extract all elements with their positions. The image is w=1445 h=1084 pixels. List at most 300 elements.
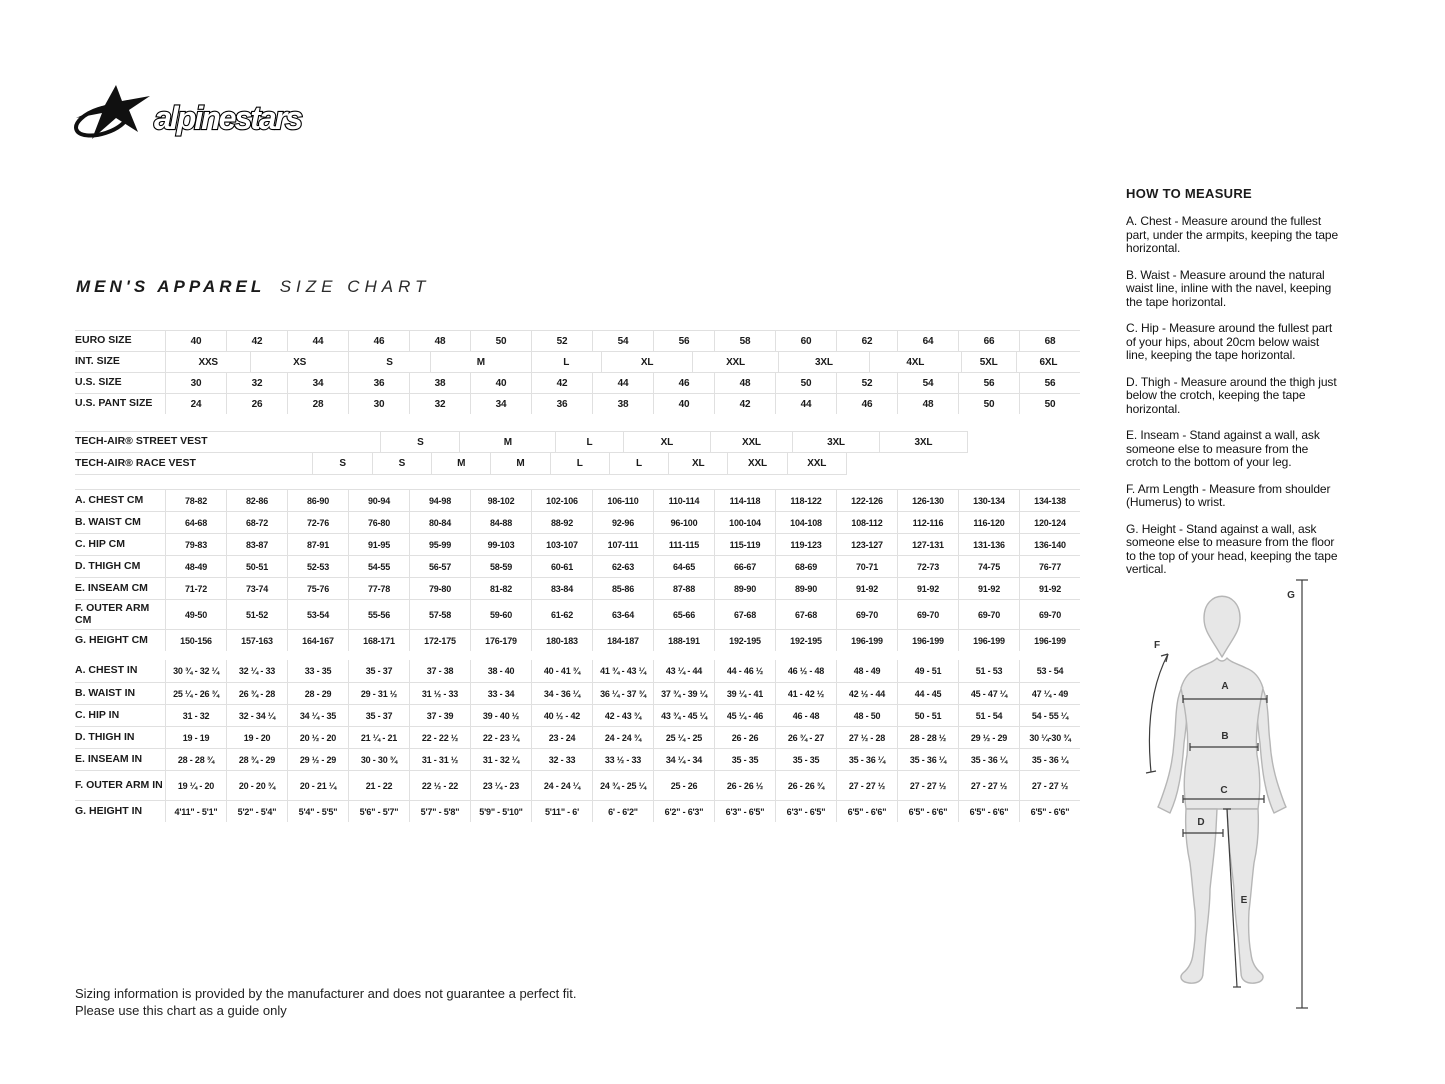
table-cell: 38 (409, 372, 470, 393)
figure-left-leg (1181, 809, 1217, 983)
table-cell: 102-106 (531, 489, 592, 511)
table-cell: 5'7" - 5'8" (409, 800, 470, 822)
table-cell: 62-63 (592, 555, 653, 577)
table-cell: 35 - 37 (348, 660, 409, 682)
table-cell: 64-68 (165, 511, 226, 533)
table-cell: 58 (714, 330, 775, 351)
table-cell: 31 - 32 (165, 704, 226, 726)
table-cell: 43 ¼ - 44 (653, 660, 714, 682)
table-cell: 21 ¼ - 21 (348, 726, 409, 748)
table-cell: 83-87 (226, 533, 287, 555)
table-cell: 19 - 20 (226, 726, 287, 748)
table-spacer (846, 453, 1080, 475)
table-cell: 26 ¾ - 27 (775, 726, 836, 748)
table-cell: 35 - 35 (714, 748, 775, 770)
table-cell: 35 - 36 ¼ (1019, 748, 1080, 770)
table-cell: 42 (714, 393, 775, 414)
table-cell: 29 ½ - 29 (287, 748, 348, 770)
table-cell: 85-86 (592, 577, 653, 599)
table-row (75, 351, 1080, 372)
table-cell: 27 - 27 ½ (1019, 770, 1080, 800)
table-cell: 23 ¼ - 23 (470, 770, 531, 800)
table-cell: XXL (710, 431, 792, 453)
measure-instruction: C. Hip - Measure around the fullest part of your hips, about 20cm below waist line, keeping the tape horizontal. (1126, 321, 1333, 362)
table-cell: 119-123 (775, 533, 836, 555)
page-title (76, 277, 430, 297)
row-label: D. THIGH CM (75, 555, 165, 577)
table-cell: 52 (836, 372, 897, 393)
measure-instruction: G. Height - Stand against a wall, ask someone else to measure from the floor to the top of your head, keeping the tape vertical. (1126, 521, 1338, 576)
table-cell: 51 - 54 (958, 704, 1019, 726)
table-cell: XXL (727, 453, 786, 475)
table-cell: 25 ¼ - 26 ¾ (165, 682, 226, 704)
table-cell: 86-90 (287, 489, 348, 511)
page-title-sub: SIZE CHART (279, 277, 431, 296)
table-cell: S (372, 453, 431, 475)
row-label: C. HIP CM (75, 533, 165, 555)
table-cell: 62 (836, 330, 897, 351)
table-section-tech (75, 431, 1080, 475)
table-spacer (196, 453, 313, 475)
table-cell: 51 - 53 (958, 660, 1019, 682)
table-cell: 35 - 36 ¼ (897, 748, 958, 770)
table-cell: L (550, 453, 609, 475)
table-cell: 72-73 (897, 555, 958, 577)
table-cell: 48 (714, 372, 775, 393)
table-cell: 88-92 (531, 511, 592, 533)
table-cell: 50 (958, 393, 1019, 414)
table-cell: 63-64 (592, 599, 653, 629)
table-cell: 82-86 (226, 489, 287, 511)
table-cell: 157-163 (226, 629, 287, 651)
table-cell: M (490, 453, 549, 475)
table-cell: 30 ¾ - 32 ¼ (165, 660, 226, 682)
table-cell: 48 - 50 (836, 704, 897, 726)
table-cell: 34 - 36 ¼ (531, 682, 592, 704)
table-cell: 6XL (1016, 351, 1080, 372)
table-cell: 49-50 (165, 599, 226, 629)
table-cell: 84-88 (470, 511, 531, 533)
row-label: A. CHEST CM (75, 489, 165, 511)
disclaimer-line-1: Sizing information is provided by the manufacturer and does not guarantee a perfect fit. (75, 986, 577, 1001)
table-cell: 19 ¼ - 20 (165, 770, 226, 800)
table-cell: 91-95 (348, 533, 409, 555)
table-cell: 32 - 34 ¼ (226, 704, 287, 726)
table-cell: 64-65 (653, 555, 714, 577)
table-cell: 91-92 (958, 577, 1019, 599)
table-cell: 29 - 31 ½ (348, 682, 409, 704)
table-cell: 40 - 41 ¾ (531, 660, 592, 682)
table-cell: L (531, 351, 601, 372)
table-cell: 20 - 20 ¾ (226, 770, 287, 800)
table-cell: 56-57 (409, 555, 470, 577)
table-cell: 192-195 (775, 629, 836, 651)
table-cell: 95-99 (409, 533, 470, 555)
table-row (75, 660, 1080, 682)
table-cell: XL (601, 351, 692, 372)
table-cell: 42 (226, 330, 287, 351)
table-cell: 79-80 (409, 577, 470, 599)
table-cell: 24 - 24 ¼ (531, 770, 592, 800)
table-cell: 78-82 (165, 489, 226, 511)
table-cell: 131-136 (958, 533, 1019, 555)
row-label: D. THIGH IN (75, 726, 165, 748)
table-row (75, 453, 1080, 475)
measure-instruction: B. Waist - Measure around the natural waist line, inline with the navel, keeping the tape horizontal. (1126, 267, 1332, 309)
table-cell: 176-179 (470, 629, 531, 651)
table-cell: 32 (226, 372, 287, 393)
table-row (75, 682, 1080, 704)
table-cell: 196-199 (836, 629, 897, 651)
table-cell: 28 - 29 (287, 682, 348, 704)
table-cell: M (431, 453, 490, 475)
figure-label-hip: C (1220, 785, 1228, 796)
table-cell: 41 - 42 ½ (775, 682, 836, 704)
table-cell: 46 - 48 (775, 704, 836, 726)
table-cell: M (459, 431, 555, 453)
table-cell: 48 (897, 393, 958, 414)
table-cell: 35 - 37 (348, 704, 409, 726)
table-cell: 6'5" - 6'6" (1019, 800, 1080, 822)
table-cell: 136-140 (1019, 533, 1080, 555)
table-row (75, 726, 1080, 748)
table-cell: 39 - 40 ½ (470, 704, 531, 726)
table-cell: 111-115 (653, 533, 714, 555)
table-cell: 80-84 (409, 511, 470, 533)
table-cell: 28 - 28 ½ (897, 726, 958, 748)
table-cell: 67-68 (714, 599, 775, 629)
table-cell: 164-167 (287, 629, 348, 651)
table-cell: 61-62 (531, 599, 592, 629)
row-label: A. CHEST IN (75, 664, 138, 677)
table-cell: 24 ¾ - 25 ¼ (592, 770, 653, 800)
table-cell: XS (250, 351, 347, 372)
table-row (75, 511, 1080, 533)
table-cell: 72-76 (287, 511, 348, 533)
table-row (75, 330, 1080, 351)
table-cell: 196-199 (958, 629, 1019, 651)
table-cell: 6'3" - 6'5" (714, 800, 775, 822)
table-row (75, 629, 1080, 651)
table-cell: 42 - 43 ¾ (592, 704, 653, 726)
table-cell: 28 (287, 393, 348, 414)
table-cell: 5XL (961, 351, 1016, 372)
table-section-gap (75, 475, 1080, 489)
table-spacer (967, 431, 1080, 453)
table-cell: 65-66 (653, 599, 714, 629)
table-cell: 36 (531, 393, 592, 414)
table-cell: 6'2" - 6'3" (653, 800, 714, 822)
table-cell: 32 - 33 (531, 748, 592, 770)
table-cell: 37 - 39 (409, 704, 470, 726)
figure-label-inseam: E (1240, 895, 1248, 906)
table-cell: 69-70 (836, 599, 897, 629)
table-cell: 42 (531, 372, 592, 393)
table-cell: 104-108 (775, 511, 836, 533)
table-cell: L (555, 431, 622, 453)
table-cell: 56 (958, 372, 1019, 393)
table-cell: 40 (653, 393, 714, 414)
figure-label-chest: A (1221, 681, 1229, 692)
table-cell: 6'5" - 6'6" (897, 800, 958, 822)
table-cell: 33 - 35 (287, 660, 348, 682)
table-cell: 6'5" - 6'6" (958, 800, 1019, 822)
table-cell: 5'11" - 6' (531, 800, 592, 822)
table-cell: 34 (287, 372, 348, 393)
how-to-measure-heading: HOW TO MEASURE (1126, 186, 1253, 201)
table-cell: 50 (1019, 393, 1080, 414)
table-cell: 75-76 (287, 577, 348, 599)
table-section-in (75, 660, 1080, 822)
table-cell: 188-191 (653, 629, 714, 651)
table-cell: 27 - 27 ½ (958, 770, 1019, 800)
table-cell: 76-80 (348, 511, 409, 533)
row-label: G. HEIGHT CM (75, 629, 165, 651)
table-cell: 5'6" - 5'7" (348, 800, 409, 822)
table-cell: 20 ½ - 20 (287, 726, 348, 748)
row-label: U.S. SIZE (75, 372, 165, 393)
table-cell: 74-75 (958, 555, 1019, 577)
table-row (75, 555, 1080, 577)
table-cell: 115-119 (714, 533, 775, 555)
table-cell: 196-199 (1019, 629, 1080, 651)
table-cell: S (348, 351, 430, 372)
table-cell: 134-138 (1019, 489, 1080, 511)
table-cell: 76-77 (1019, 555, 1080, 577)
table-cell: 54-55 (348, 555, 409, 577)
row-label: INT. SIZE (75, 351, 165, 372)
table-cell: S (312, 453, 371, 475)
table-cell: 48 (409, 330, 470, 351)
measure-instruction: E. Inseam - Stand against a wall, ask someone else to measure from the crotch to the bottom of your leg. (1126, 428, 1320, 469)
table-cell: 56 (653, 330, 714, 351)
table-cell: 44 (592, 372, 653, 393)
table-cell: 48-49 (165, 555, 226, 577)
row-label: E. INSEAM IN (75, 748, 165, 770)
table-cell: 112-116 (897, 511, 958, 533)
table-cell: 35 - 36 ¼ (836, 748, 897, 770)
table-cell: 96-100 (653, 511, 714, 533)
table-cell: 68-69 (775, 555, 836, 577)
table-cell: 4XL (869, 351, 960, 372)
table-cell: 30 (165, 372, 226, 393)
row-label: F. OUTER ARM CM (75, 599, 165, 629)
table-cell: 5'9" - 5'10" (470, 800, 531, 822)
table-cell: 50-51 (226, 555, 287, 577)
table-cell: 37 ¾ - 39 ¼ (653, 682, 714, 704)
table-cell: 34 ¼ - 35 (287, 704, 348, 726)
table-cell: 69-70 (958, 599, 1019, 629)
table-row (75, 533, 1080, 555)
table-cell: 29 ½ - 29 (958, 726, 1019, 748)
table-cell: 56 (1019, 372, 1080, 393)
table-cell: 60 (775, 330, 836, 351)
table-cell: XXS (165, 351, 250, 372)
table-cell: 94-98 (409, 489, 470, 511)
table-cell: 87-88 (653, 577, 714, 599)
table-cell: 54 (897, 372, 958, 393)
table-cell: 98-102 (470, 489, 531, 511)
table-row (75, 599, 1080, 629)
table-row (75, 393, 1080, 414)
table-cell: 57-58 (409, 599, 470, 629)
table-row (75, 431, 1080, 453)
table-cell: 46 (348, 330, 409, 351)
table-cell: 34 (470, 393, 531, 414)
table-cell: 81-82 (470, 577, 531, 599)
table-cell: 69-70 (897, 599, 958, 629)
table-cell: 22 ½ - 22 (409, 770, 470, 800)
table-cell: 67-68 (775, 599, 836, 629)
table-section-gap (75, 651, 1080, 660)
table-cell: M (430, 351, 530, 372)
table-cell: S (380, 431, 459, 453)
table-cell: 39 ¼ - 41 (714, 682, 775, 704)
table-cell: 26 - 26 ½ (714, 770, 775, 800)
disclaimer-line-2: Please use this chart as a guide only (75, 1002, 287, 1018)
table-cell: 6'3" - 6'5" (775, 800, 836, 822)
table-cell: 34 ¼ - 34 (653, 748, 714, 770)
body-measurement-figure (1140, 572, 1340, 1017)
table-cell: 49 - 51 (897, 660, 958, 682)
table-cell: 5'2" - 5'4" (226, 800, 287, 822)
table-cell: 52 (531, 330, 592, 351)
table-cell: 32 ¼ - 33 (226, 660, 287, 682)
table-cell: XXL (692, 351, 777, 372)
table-cell: 38 (592, 393, 653, 414)
alpinestars-logo (72, 84, 322, 151)
table-cell: L (609, 453, 668, 475)
table-cell: 32 (409, 393, 470, 414)
table-cell: 35 - 36 ¼ (958, 748, 1019, 770)
table-cell: 44 (775, 393, 836, 414)
table-cell: 116-120 (958, 511, 1019, 533)
table-cell: 30 ¼-30 ¾ (1019, 726, 1080, 748)
row-label: EURO SIZE (75, 330, 165, 351)
table-cell: 91-92 (1019, 577, 1080, 599)
table-cell: 71-72 (165, 577, 226, 599)
table-cell: 35 - 35 (775, 748, 836, 770)
table-cell: 45 ¼ - 46 (714, 704, 775, 726)
table-row (75, 489, 1080, 511)
table-cell: 41 ¾ - 43 ¼ (592, 660, 653, 682)
table-cell: 22 - 23 ¼ (470, 726, 531, 748)
table-cell: 31 ½ - 33 (409, 682, 470, 704)
figure-head (1204, 596, 1240, 657)
row-label: B. WAIST IN (75, 682, 165, 704)
table-cell: 6'5" - 6'6" (836, 800, 897, 822)
table-spacer (208, 431, 381, 453)
table-cell: 45 - 47 ¼ (958, 682, 1019, 704)
table-cell: 43 ¾ - 45 ¼ (653, 704, 714, 726)
figure-label-waist: B (1221, 731, 1229, 742)
row-label: C. HIP IN (75, 704, 165, 726)
row-label: F. OUTER ARM IN (75, 770, 165, 800)
table-cell: 22 - 22 ½ (409, 726, 470, 748)
row-label: TECH-AIR® RACE VEST (75, 453, 196, 475)
table-cell: 106-110 (592, 489, 653, 511)
table-cell: 91-92 (836, 577, 897, 599)
table-cell: 26 - 26 (714, 726, 775, 748)
table-cell: 3XL (792, 431, 879, 453)
table-cell: 64 (897, 330, 958, 351)
table-cell: 44 (287, 330, 348, 351)
measure-instruction: D. Thigh - Measure around the thigh just below the crotch, keeping the tape horizontal. (1126, 374, 1337, 416)
table-cell: 38 - 40 (470, 660, 531, 682)
table-cell: 27 - 27 ½ (897, 770, 958, 800)
table-cell: 150-156 (165, 629, 226, 651)
table-cell: 99-103 (470, 533, 531, 555)
measure-instruction: A. Chest - Measure around the fullest part, under the armpits, keeping the tape horizontal. (1126, 214, 1339, 255)
table-cell: 107-111 (592, 533, 653, 555)
row-label: E. INSEAM CM (75, 577, 165, 599)
table-cell: 70-71 (836, 555, 897, 577)
alpinestars-logo-graphic (72, 84, 322, 146)
table-row (75, 800, 1080, 822)
table-cell: 50 - 51 (897, 704, 958, 726)
table-cell: 122-126 (836, 489, 897, 511)
table-row (75, 704, 1080, 726)
row-label: U.S. PANT SIZE (75, 393, 165, 414)
table-cell: 91-92 (897, 577, 958, 599)
table-cell: 28 ¾ - 29 (226, 748, 287, 770)
table-cell: 54 (592, 330, 653, 351)
table-cell: 59-60 (470, 599, 531, 629)
row-label: G. HEIGHT IN (75, 800, 165, 822)
table-cell: 192-195 (714, 629, 775, 651)
table-cell: 36 (348, 372, 409, 393)
table-cell: 26 ¾ - 28 (226, 682, 287, 704)
measure-instruction: F. Arm Length - Measure from shoulder (Humerus) to wrist. (1126, 481, 1331, 509)
table-cell: 20 - 21 ¼ (287, 770, 348, 800)
table-cell: 87-91 (287, 533, 348, 555)
table-cell: 48 - 49 (836, 660, 897, 682)
table-cell: 180-183 (531, 629, 592, 651)
table-cell: 6' - 6'2" (592, 800, 653, 822)
table-cell: 55-56 (348, 599, 409, 629)
table-cell: 92-96 (592, 511, 653, 533)
table-cell: 26 (226, 393, 287, 414)
table-cell: 126-130 (897, 489, 958, 511)
table-cell: 31 - 31 ½ (409, 748, 470, 770)
table-cell: 28 - 28 ¾ (165, 748, 226, 770)
table-cell: 77-78 (348, 577, 409, 599)
table-cell: 23 - 24 (531, 726, 592, 748)
table-section-gap (75, 414, 1080, 431)
table-cell: 184-187 (592, 629, 653, 651)
table-cell: 53 - 54 (1019, 660, 1080, 682)
table-cell: 68-72 (226, 511, 287, 533)
table-cell: 50 (470, 330, 531, 351)
figure-label-thigh: D (1197, 817, 1205, 828)
table-cell: 46 ½ - 48 (775, 660, 836, 682)
table-cell: 5'4" - 5'5" (287, 800, 348, 822)
table-cell: 73-74 (226, 577, 287, 599)
figure-label-height: G (1287, 590, 1295, 601)
table-cell: 25 - 26 (653, 770, 714, 800)
table-cell: 54 - 55 ¼ (1019, 704, 1080, 726)
table-cell: 123-127 (836, 533, 897, 555)
table-section-cm (75, 489, 1080, 651)
table-cell: 58-59 (470, 555, 531, 577)
table-section-sizes (75, 330, 1080, 414)
table-cell: 36 ¼ - 37 ¾ (592, 682, 653, 704)
table-cell: 130-134 (958, 489, 1019, 511)
table-cell: 168-171 (348, 629, 409, 651)
table-cell: 127-131 (897, 533, 958, 555)
table-cell: 118-122 (775, 489, 836, 511)
table-cell: 33 - 34 (470, 682, 531, 704)
